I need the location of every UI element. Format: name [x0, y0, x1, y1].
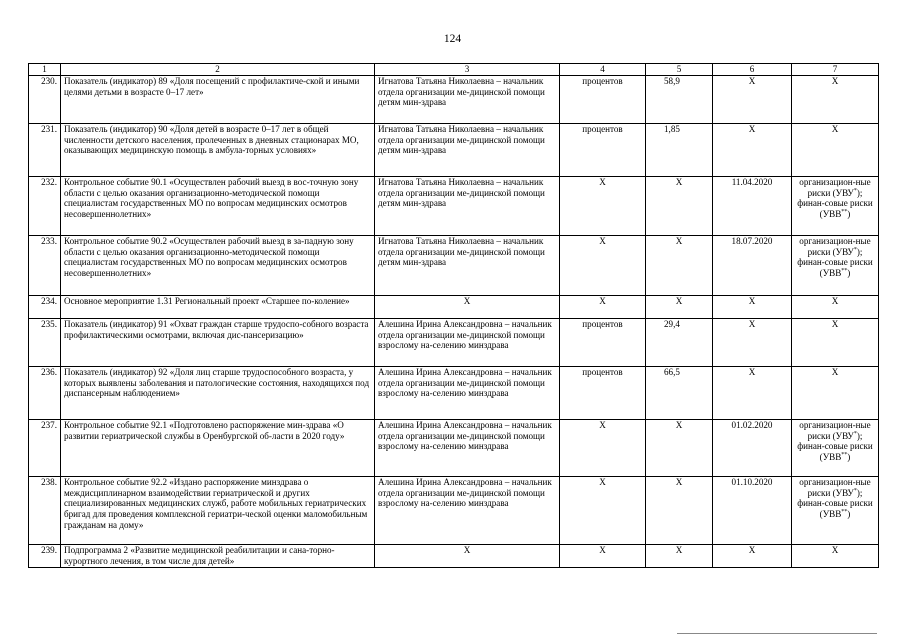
table-row — [29, 367, 879, 420]
table-row — [29, 124, 879, 177]
value-cell: 66,5 — [646, 367, 713, 420]
description-cell: Контрольное событие 90.1 «Осуществлен рабочий выезд в вос-точную зону области с целью оказания организационно-методической помощи специалистам государственных МО по вопросам медицинских осмотров несовершеннолетних» — [61, 177, 375, 236]
responsible-cell: Алешина Ирина Александровна – начальник отдела организации ме-дицинской помощи взрослому на-селению минздрава — [375, 420, 560, 477]
value-cell: 1,85 — [646, 124, 713, 177]
row-number-cell: 234. — [29, 296, 61, 319]
unit-cell: Х — [560, 177, 646, 236]
unit-cell: Х — [560, 236, 646, 296]
row-number-cell: 230. — [29, 76, 61, 124]
row-number-cell: 233. — [29, 236, 61, 296]
header-col-3: 3 — [375, 64, 560, 76]
unit-cell: Х — [560, 296, 646, 319]
risk-cell: организацион-ные риски (УВУ*); финан-совые риски (УВВ**) — [792, 477, 879, 545]
unit-cell: Х — [560, 477, 646, 545]
responsible-cell: Игнатова Татьяна Николаевна – начальник отдела организации ме-дицинской помощи детям мин-здрава — [375, 236, 560, 296]
date-cell: 01.02.2020 — [713, 420, 792, 477]
risk-cell: Х — [792, 124, 879, 177]
table-row — [29, 76, 879, 124]
date-cell: 01.10.2020 — [713, 477, 792, 545]
value-cell: 58,9 — [646, 76, 713, 124]
header-col-7: 7 — [792, 64, 879, 76]
responsible-cell: Х — [375, 296, 560, 319]
row-number-cell: 236. — [29, 367, 61, 420]
bottom-rule — [677, 633, 877, 634]
header-col-6: 6 — [713, 64, 792, 76]
responsible-cell: Алешина Ирина Александровна – начальник отдела организации ме-дицинской помощи взрослому на-селению минздрава — [375, 367, 560, 420]
table-row — [29, 319, 879, 367]
date-cell: 18.07.2020 — [713, 236, 792, 296]
date-cell: Х — [713, 76, 792, 124]
value-cell: Х — [646, 477, 713, 545]
header-col-2: 2 — [61, 64, 375, 76]
date-cell: 11.04.2020 — [713, 177, 792, 236]
responsible-cell: Игнатова Татьяна Николаевна – начальник отдела организации ме-дицинской помощи детям мин-здрава — [375, 76, 560, 124]
header-col-5: 5 — [646, 64, 713, 76]
description-cell: Основное мероприятие 1.31 Региональный проект «Старшее по-коление» — [61, 296, 375, 319]
date-cell: Х — [713, 124, 792, 177]
responsible-cell: Игнатова Татьяна Николаевна – начальник отдела организации ме-дицинской помощи детям мин-здрава — [375, 124, 560, 177]
unit-cell: процентов — [560, 124, 646, 177]
header-col-4: 4 — [560, 64, 646, 76]
date-cell: Х — [713, 319, 792, 367]
description-cell: Подпрограмма 2 «Развитие медицинской реабилитации и сана-торно-курортного лечения, в том числе для детей» — [61, 545, 375, 568]
page-number: 124 — [443, 33, 462, 45]
risk-cell: организацион-ные риски (УВУ*); финан-совые риски (УВВ**) — [792, 236, 879, 296]
unit-cell: процентов — [560, 76, 646, 124]
risk-cell: Х — [792, 296, 879, 319]
description-cell: Показатель (индикатор) 89 «Доля посещений с профилактиче-ской и иными целями детьми в возрасте 0–17 лет» — [61, 76, 375, 124]
date-cell: Х — [713, 545, 792, 568]
risk-cell: организацион-ные риски (УВУ*); финан-совые риски (УВВ**) — [792, 177, 879, 236]
description-cell: Контрольное событие 90.2 «Осуществлен рабочий выезд в за-падную зону области с целью оказания организационно-методической помощи специалистам государственных МО по вопросам медицинских осмотров несовершеннолетних» — [61, 236, 375, 296]
header-col-1: 1 — [29, 64, 61, 76]
responsible-cell: Алешина Ирина Александровна – начальник отдела организации ме-дицинской помощи взрослому на-селению минздрава — [375, 319, 560, 367]
table-row — [29, 545, 879, 568]
unit-cell: Х — [560, 545, 646, 568]
value-cell: Х — [646, 177, 713, 236]
row-number-cell: 238. — [29, 477, 61, 545]
description-cell: Показатель (индикатор) 91 «Охват граждан старше трудоспо-собного возраста профилактическими осмотрами, включая дис-пансеризацию» — [61, 319, 375, 367]
unit-cell: процентов — [560, 367, 646, 420]
value-cell: Х — [646, 236, 713, 296]
row-number-cell: 239. — [29, 545, 61, 568]
value-cell: 29,4 — [646, 319, 713, 367]
row-number-cell: 232. — [29, 177, 61, 236]
row-number-cell: 231. — [29, 124, 61, 177]
responsible-cell: Алешина Ирина Александровна – начальник отдела организации ме-дицинской помощи взрослому на-селению минздрава — [375, 477, 560, 545]
description-cell: Показатель (индикатор) 90 «Доля детей в возрасте 0–17 лет в общей численности детского населения, пролеченных в дневных стационарах МО, оказывающих медицинскую помощь в амбула-торных условиях» — [61, 124, 375, 177]
table-row — [29, 420, 879, 477]
table-row — [29, 296, 879, 319]
risk-cell: Х — [792, 367, 879, 420]
row-number-cell: 237. — [29, 420, 61, 477]
table-row — [29, 177, 879, 236]
value-cell: Х — [646, 420, 713, 477]
risk-cell: Х — [792, 319, 879, 367]
description-cell: Контрольное событие 92.2 «Издано распоряжение минздрава о междисциплинарном взаимодействии гериатрической и других специализированных медицинских служб, работе мобильных гериатрических бригад для проведения комплексной гериатри-ческой оценки маломобильным гражданам на дому» — [61, 477, 375, 545]
value-cell: Х — [646, 545, 713, 568]
responsible-cell: Игнатова Татьяна Николаевна – начальник отдела организации ме-дицинской помощи детям мин-здрава — [375, 177, 560, 236]
unit-cell: процентов — [560, 319, 646, 367]
description-cell: Контрольное событие 92.1 «Подготовлено распоряжение мин-здрава «О развитии гериатрической службы в Оренбургской об-ласти в 2020 году» — [61, 420, 375, 477]
risk-cell: Х — [792, 545, 879, 568]
responsible-cell: Х — [375, 545, 560, 568]
date-cell: Х — [713, 367, 792, 420]
description-cell: Показатель (индикатор) 92 «Доля лиц старше трудоспособного возраста, у которых выявлены заболевания и патологические состояния, находящихся под диспансерным наблюдением» — [61, 367, 375, 420]
header-row — [29, 64, 879, 76]
date-cell: Х — [713, 296, 792, 319]
risk-cell: организацион-ные риски (УВУ*); финан-совые риски (УВВ**) — [792, 420, 879, 477]
table-row — [29, 236, 879, 296]
risk-cell: Х — [792, 76, 879, 124]
program-table — [28, 63, 879, 568]
table-row — [29, 477, 879, 545]
value-cell: Х — [646, 296, 713, 319]
unit-cell: Х — [560, 420, 646, 477]
row-number-cell: 235. — [29, 319, 61, 367]
